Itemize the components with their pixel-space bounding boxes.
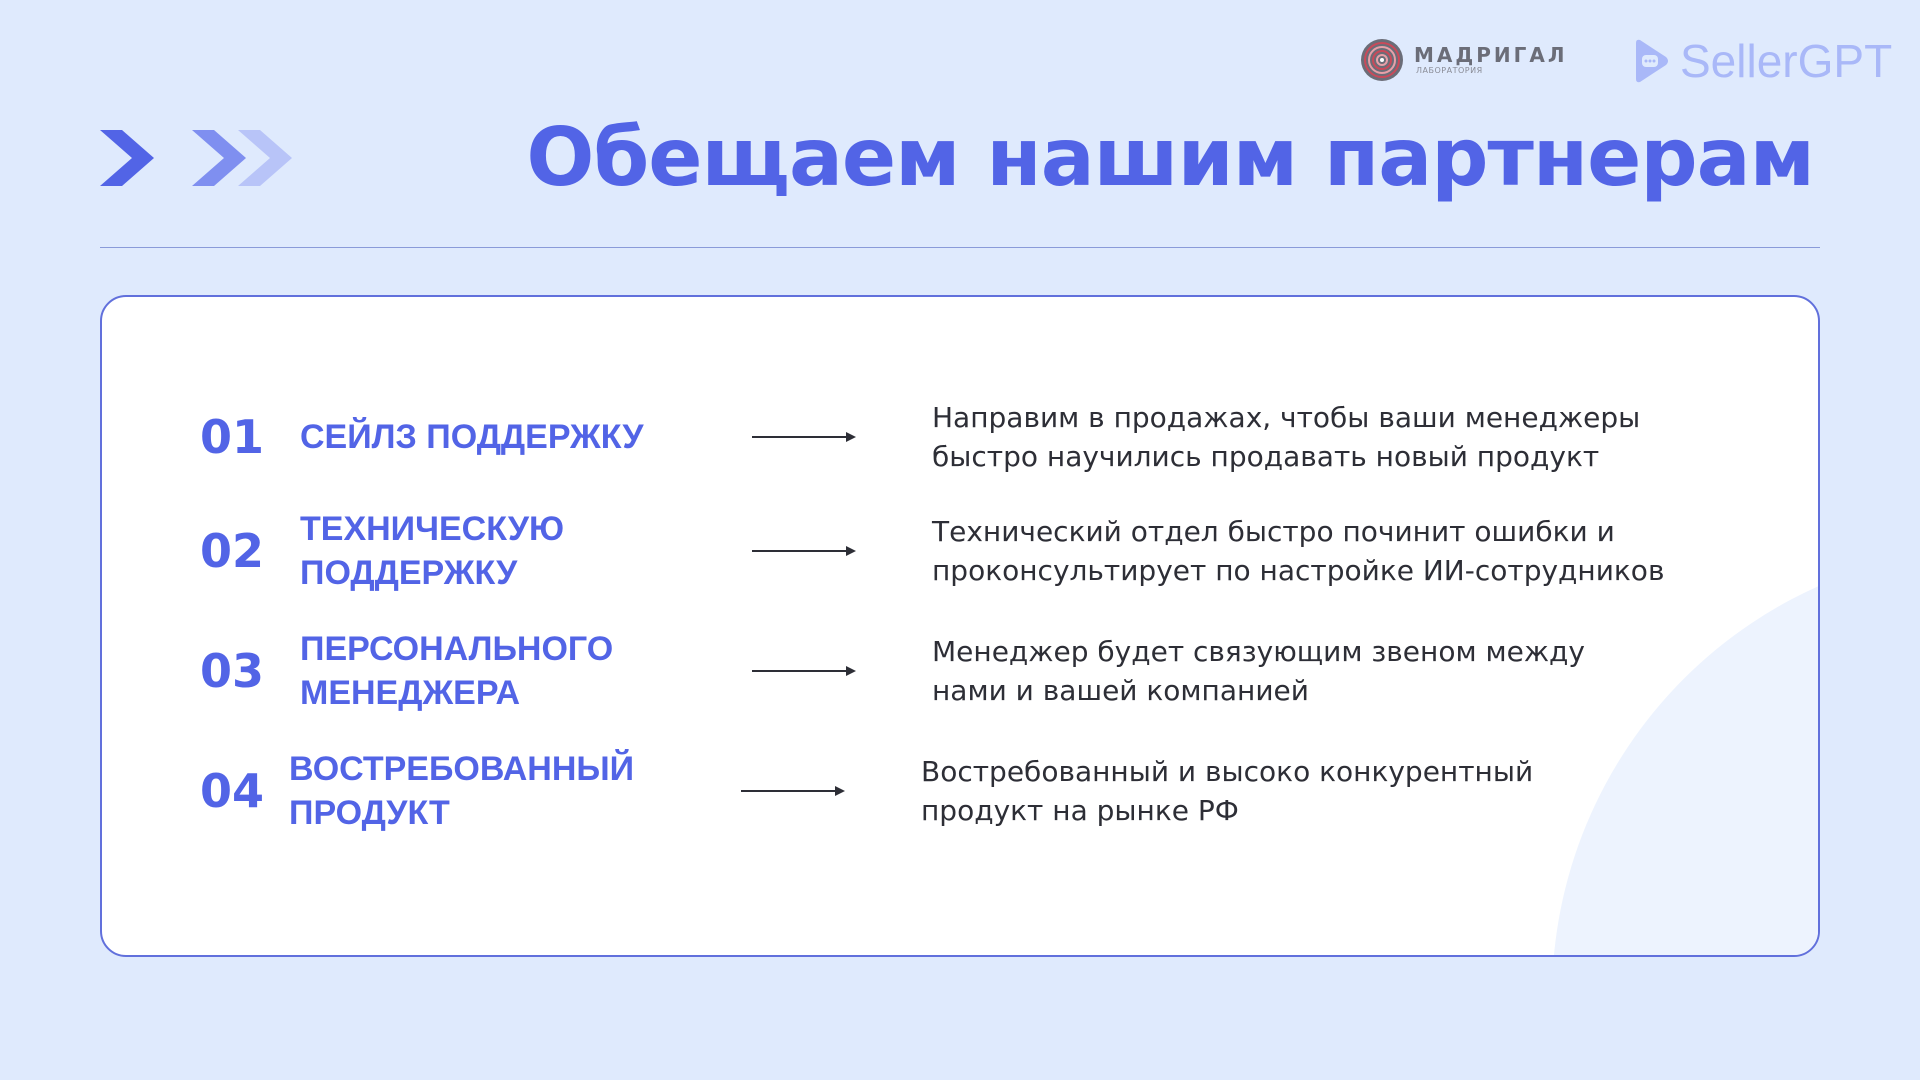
promise-description: Востребованный и высоко конкурентный продукт на рынке РФ xyxy=(921,755,1534,827)
arrow-right-icon xyxy=(752,545,856,557)
promise-row-1 xyxy=(102,387,1820,487)
promise-label: ПЕРСОНАЛЬНОГО МЕНЕДЖЕРА xyxy=(300,630,614,712)
arrow-right-icon xyxy=(752,665,856,677)
promise-row-4 xyxy=(102,741,1820,841)
promise-description: Менеджер будет связующим звеном между нами и вашей компанией xyxy=(932,635,1585,707)
title-divider xyxy=(100,247,1820,248)
sellergpt-name: SellerGPT xyxy=(1680,35,1893,87)
madrigal-emblem-icon xyxy=(1360,38,1404,82)
promise-description: Технический отдел быстро починит ошибки и проконсультирует по настройке ИИ-сотрудников xyxy=(932,515,1665,587)
page-title: Обещаем нашим партнерам xyxy=(526,111,1814,204)
madrigal-name: МАДРИГАЛ xyxy=(1414,43,1568,67)
arrow-right-icon xyxy=(741,785,845,797)
promise-number: 02 xyxy=(200,524,265,578)
sellergpt-logo xyxy=(1632,36,1892,86)
promise-label: ТЕХНИЧЕСКУЮ ПОДДЕРЖКУ xyxy=(300,510,565,592)
promise-row-3 xyxy=(102,621,1820,721)
promise-number: 04 xyxy=(200,764,265,818)
promise-label: СЕЙЛЗ ПОДДЕРЖКУ xyxy=(300,418,644,456)
promises-card xyxy=(100,295,1820,957)
arrow-right-icon xyxy=(752,431,856,443)
chevrons-decoration-icon xyxy=(100,128,300,188)
promise-number: 03 xyxy=(200,644,265,698)
promise-label: ВОСТРЕБОВАННЫЙ ПРОДУКТ xyxy=(289,750,635,832)
madrigal-subtitle: ЛАБОРАТОРИЯ xyxy=(1416,66,1483,75)
promise-description: Направим в продажах, чтобы ваши менеджеры быстро научились продавать новый продукт xyxy=(932,401,1641,473)
promise-number: 01 xyxy=(200,410,265,464)
promise-row-2 xyxy=(102,501,1820,601)
madrigal-logo xyxy=(1360,38,1567,82)
sellergpt-play-icon xyxy=(1632,37,1670,85)
